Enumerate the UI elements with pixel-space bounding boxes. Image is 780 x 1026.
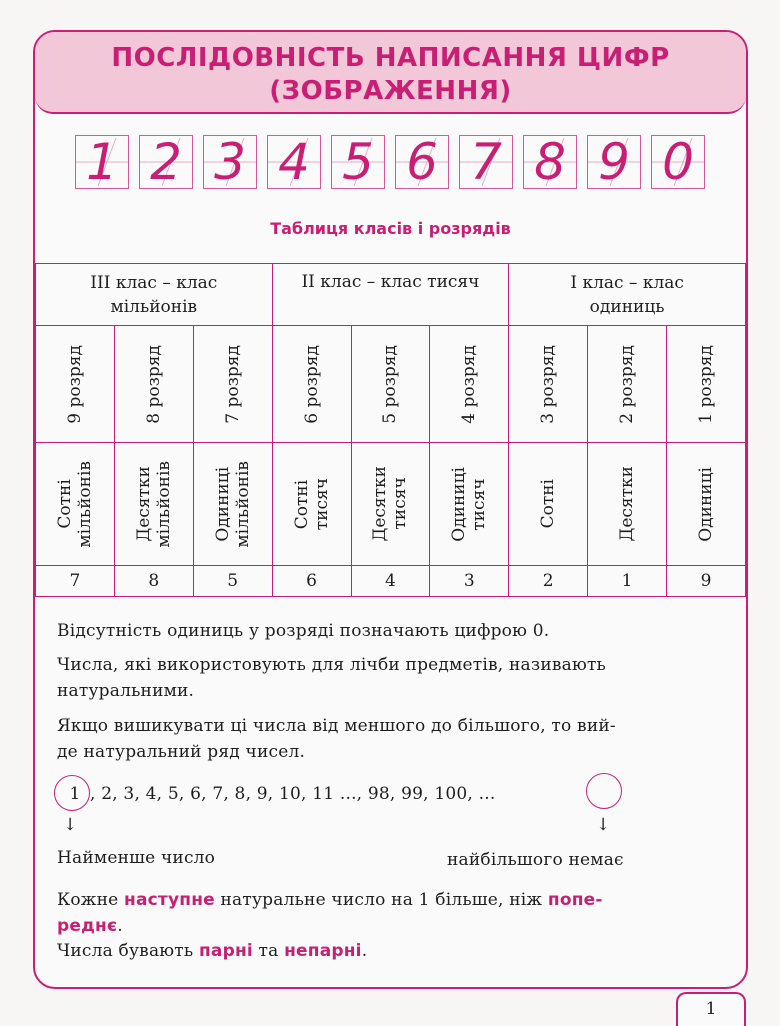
page-title-line-1: ПОСЛІДОВНІСТЬ НАПИСАННЯ ЦИФР <box>111 43 670 73</box>
digit-box <box>75 135 129 189</box>
class-cell-thousands <box>272 264 509 326</box>
value-cell: 9 <box>667 566 746 597</box>
digit-box <box>587 135 641 189</box>
rank-name: Десятки мільйонів <box>133 460 174 548</box>
text-line: натуральними. <box>57 681 195 701</box>
rank-name-cell <box>430 443 509 566</box>
rank-label: 8 розряд <box>143 344 164 424</box>
natural-definition-text <box>57 652 727 704</box>
digit-glyph: 9 <box>598 133 630 191</box>
first-number: 1 <box>69 784 81 804</box>
rank-label: 1 розряд <box>696 344 716 424</box>
value-cell: 4 <box>351 566 430 597</box>
digit-box <box>331 135 385 189</box>
text-line: реднє. <box>57 916 123 936</box>
number-series <box>60 781 730 807</box>
zero-rule-text: Відсутність одиниць у розряді позначають цифрою 0. <box>57 621 550 641</box>
digit-glyph: 3 <box>214 133 246 191</box>
rank-name-cell <box>272 443 351 566</box>
digit-glyph: 7 <box>470 133 502 191</box>
digit-glyph: 2 <box>150 133 182 191</box>
rank-name-cell <box>193 443 272 566</box>
class-cell-units <box>509 264 746 326</box>
value-cell: 1 <box>588 566 667 597</box>
rank-name-cell <box>114 443 193 566</box>
rank-name-cell <box>36 443 115 566</box>
arrow-down-icon: ↓ <box>596 815 611 835</box>
rank-name: Сотні <box>538 479 559 529</box>
rank-cell <box>588 326 667 443</box>
digit-glyph: 6 <box>406 133 438 191</box>
table-title: Таблиця класів і розрядів <box>270 219 511 238</box>
rank-label: 6 розряд <box>301 344 322 424</box>
value-cell: 2 <box>509 566 588 597</box>
successor-rule-text <box>57 887 727 939</box>
class-label: I клас – клас <box>570 272 684 293</box>
page-title-line-2: (ЗОБРАЖЕННЯ) <box>269 76 512 106</box>
class-label: мільйонів <box>110 296 198 317</box>
digit-glyph: 0 <box>662 133 694 191</box>
page-number: 1 <box>676 992 746 1026</box>
digit-glyph: 5 <box>342 133 374 191</box>
rank-name-cell <box>509 443 588 566</box>
digit-glyph: 8 <box>534 133 566 191</box>
arrow-down-icon: ↓ <box>63 815 78 835</box>
digit-box <box>651 135 705 189</box>
rank-name-cell <box>667 443 746 566</box>
rank-name-cell <box>351 443 430 566</box>
rank-name: Одиниці мільйонів <box>212 460 253 548</box>
rank-cell <box>114 326 193 443</box>
rank-cell <box>351 326 430 443</box>
rank-cell <box>430 326 509 443</box>
class-label: II клас – клас тисяч <box>301 272 480 292</box>
rank-label: 9 розряд <box>64 344 85 424</box>
natural-series-text <box>57 713 727 765</box>
text-line: де натуральний ряд чисел. <box>57 742 306 762</box>
class-label: одиниць <box>589 296 665 317</box>
rank-name: Сотні мільйонів <box>54 460 95 548</box>
rank-name: Одиниці <box>696 466 716 542</box>
rank-name: Десятки тисяч <box>370 466 411 542</box>
value-cell: 3 <box>430 566 509 597</box>
rank-name: Сотні тисяч <box>291 477 332 531</box>
rank-name: Десятки <box>617 466 638 542</box>
rank-cell <box>36 326 115 443</box>
digit-writing-row <box>75 133 715 191</box>
page-header <box>35 32 746 114</box>
rank-label: 5 розряд <box>380 344 401 424</box>
rank-cell <box>509 326 588 443</box>
rules-frame <box>33 30 748 989</box>
digit-box <box>459 135 513 189</box>
digit-glyph: 4 <box>278 133 310 191</box>
rank-label: 4 розряд <box>459 344 480 424</box>
rank-cell <box>193 326 272 443</box>
no-largest-label: найбільшого немає <box>447 850 624 870</box>
rank-label: 3 розряд <box>538 344 559 424</box>
text-line: Кожне наступне натуральне число на 1 більше, ніж попе- <box>57 890 603 910</box>
series-rest: , 2, 3, 4, 5, 6, 7, 8, 9, 10, 11 ..., 98, 99, 100, ... <box>90 784 496 804</box>
empty-largest-circle <box>586 773 622 809</box>
digit-box <box>267 135 321 189</box>
value-cell: 8 <box>114 566 193 597</box>
digit-glyph: 1 <box>86 133 118 191</box>
text-line: Числа, які використовують для лічби предметів, називають <box>57 655 607 675</box>
rank-label: 7 розряд <box>222 344 243 424</box>
value-cell: 6 <box>272 566 351 597</box>
rank-name: Одиниці тисяч <box>449 466 490 542</box>
text-line: Якщо вишикувати ці числа від меншого до більшого, то вий- <box>57 716 616 736</box>
digit-box <box>203 135 257 189</box>
classes-ranks-table <box>35 263 746 597</box>
parity-text: Числа бувають парні та непарні. <box>57 941 368 961</box>
rank-label: 2 розряд <box>617 344 638 424</box>
smallest-label: Найменше число <box>57 848 216 868</box>
digit-box <box>395 135 449 189</box>
value-cell: 5 <box>193 566 272 597</box>
class-label: III клас – клас <box>90 272 218 293</box>
class-cell-millions <box>36 264 273 326</box>
rank-name-cell <box>588 443 667 566</box>
rank-cell <box>272 326 351 443</box>
digit-box <box>523 135 577 189</box>
rank-cell <box>667 326 746 443</box>
value-cell: 7 <box>36 566 115 597</box>
digit-box <box>139 135 193 189</box>
